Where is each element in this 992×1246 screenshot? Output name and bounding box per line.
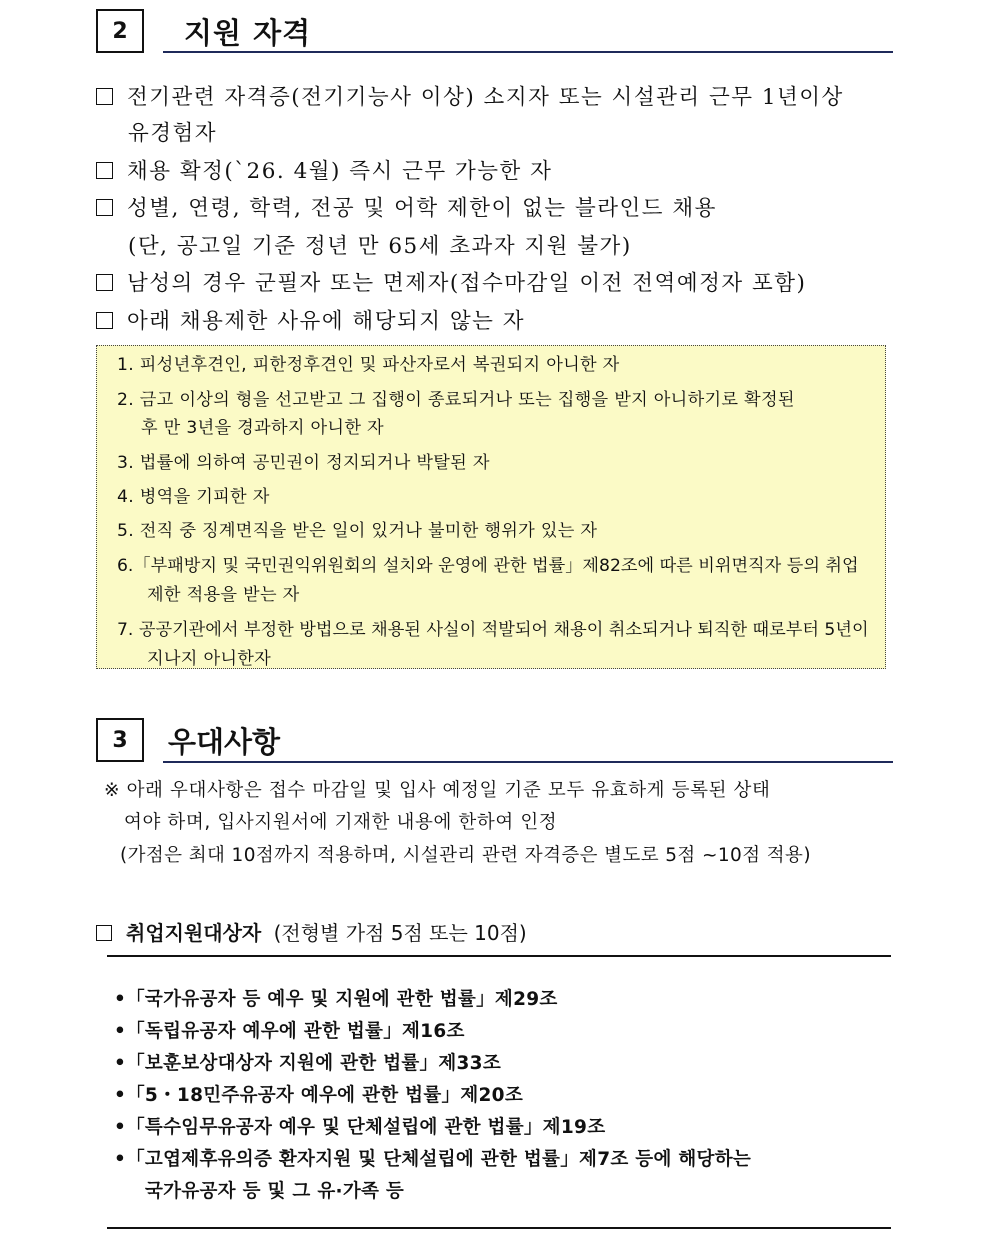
qualification-item-cont: (단, 공고일 기준 정년 만 65세 초과자 지원 불가) (128, 234, 632, 259)
subheading (96, 917, 527, 946)
qualification-item: 성별, 연령, 학력, 전공 및 어학 제한이 없는 블라인드 채용 (96, 191, 717, 222)
qualification-item-cont: 유경험자 (128, 121, 218, 146)
section-title: 우대사항 (168, 725, 281, 759)
restriction-item: 1. 피성년후견인, 피한정후견인 및 파산자로서 복권되지 아니한 자 (117, 355, 620, 375)
restriction-item-cont: 제한 적용을 받는 자 (147, 585, 300, 605)
law-item: •「특수임무유공자 예우 및 단체설립에 관한 법률」제19조 (114, 1117, 606, 1138)
section-number: 2 (112, 18, 128, 44)
law-item: •「고엽제후유의증 환자지원 및 단체설립에 관한 법률」제7조 등에 해당하는 (114, 1149, 752, 1170)
qualification-item: 전기관련 자격증(전기기능사 이상) 소지자 또는 시설관리 근무 1년이상 (96, 80, 844, 111)
subheading-detail: (전형별 가점 5점 또는 10점) (273, 921, 527, 945)
section-number: 3 (112, 727, 128, 753)
subheading-title: 취업지원대상자 (126, 921, 262, 945)
restriction-item: 6.「부패방지 및 국민권익위원회의 설치와 운영에 관한 법률」제82조에 따른 비위면직자 등의 취업 (117, 556, 859, 576)
preference-note: ※ 아래 우대사항은 접수 마감일 및 입사 예정일 기준 모두 유효하게 등록된 상태 (104, 780, 771, 801)
checkbox-icon (96, 162, 113, 179)
divider (107, 955, 891, 957)
restriction-item: 7. 공공기관에서 부정한 방법으로 채용된 사실이 적발되어 채용이 취소되거나 퇴직한 때로부터 5년이 (117, 620, 869, 640)
section-number-box (96, 718, 144, 762)
section-title: 지원 자격 (184, 16, 312, 50)
checkbox-icon (96, 88, 113, 105)
restriction-item-cont: 지나지 아니한자 (147, 649, 272, 669)
restriction-item-cont: 후 만 3년을 경과하지 아니한 자 (141, 418, 384, 438)
divider (107, 1227, 891, 1229)
law-item: •「보훈보상대상자 지원에 관한 법률」제33조 (114, 1053, 502, 1074)
law-item-cont: 국가유공자 등 및 그 유·가족 등 (145, 1181, 405, 1202)
checkbox-icon (96, 199, 113, 216)
checkbox-icon (96, 274, 113, 291)
preference-note-cont: (가점은 최대 10점까지 적용하며, 시설관리 관련 자격증은 별도로 5점 ~10점 적용) (120, 845, 811, 866)
restriction-item: 3. 법률에 의하여 공민권이 정지되거나 박탈된 자 (117, 453, 490, 473)
restriction-item: 5. 전직 중 징계면직을 받은 일이 있거나 불미한 행위가 있는 자 (117, 521, 598, 541)
qualification-item: 채용 확정(`26. 4월) 즉시 근무 가능한 자 (96, 154, 552, 185)
section-underline (163, 761, 893, 763)
law-item: •「독립유공자 예우에 관한 법률」제16조 (114, 1021, 465, 1042)
preference-note-cont: 여야 하며, 입사지원서에 기재한 내용에 한하여 인정 (124, 812, 558, 833)
law-item: •「5・18민주유공자 예우에 관한 법률」제20조 (114, 1085, 524, 1106)
restriction-item: 2. 금고 이상의 형을 선고받고 그 집행이 종료되거나 또는 집행을 받지 아니하기로 확정된 (117, 390, 795, 410)
section-underline (163, 51, 893, 53)
section-number-box (96, 9, 144, 53)
checkbox-icon (96, 312, 113, 329)
checkbox-icon (96, 925, 112, 941)
law-item: •「국가유공자 등 예우 및 지원에 관한 법률」제29조 (114, 989, 558, 1010)
restriction-item: 4. 병역을 기피한 자 (117, 487, 270, 507)
qualification-item: 아래 채용제한 사유에 해당되지 않는 자 (96, 304, 525, 335)
qualification-item: 남성의 경우 군필자 또는 면제자(접수마감일 이전 전역예정자 포함) (96, 266, 806, 297)
